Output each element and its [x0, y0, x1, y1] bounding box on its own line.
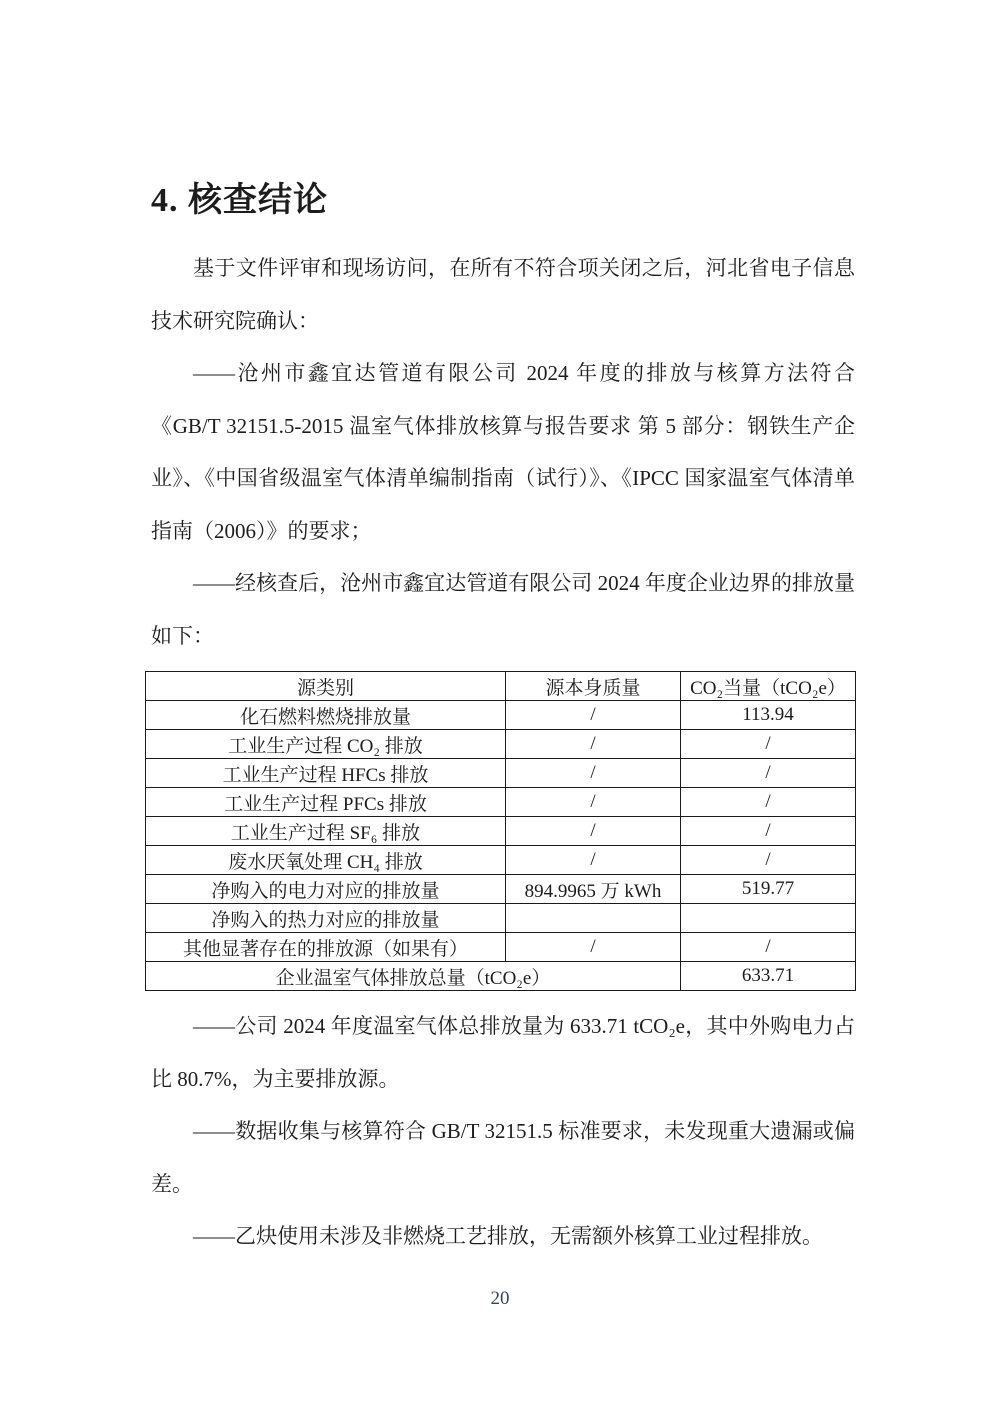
- table-row: [146, 759, 856, 788]
- header-source-mass: 源本身质量: [506, 672, 681, 701]
- table-cell: /: [681, 788, 856, 817]
- emissions-table-header: [146, 672, 856, 701]
- table-cell: 894.9965 万 kWh: [506, 875, 681, 904]
- table-cell: /: [506, 759, 681, 788]
- table-cell: 工业生产过程 CO₂ 排放: [146, 730, 506, 759]
- table-cell: /: [506, 701, 681, 730]
- paragraph-intro: 基于文件评审和现场访问，在所有不符合项关闭之后，河北省电子信息技术研究院确认：: [151, 256, 855, 333]
- table-cell: [506, 904, 681, 933]
- page-footer: [0, 1288, 1000, 1310]
- table-cell: /: [506, 933, 681, 962]
- table-cell: 净购入的热力对应的排放量: [146, 904, 506, 933]
- table-cell: /: [681, 730, 856, 759]
- paragraph-standards: ——沧州市鑫宜达管道有限公司 2024 年度的排放与核算方法符合《GB/T 32151.5-2015 温室气体排放核算与报告要求 第 5 部分：钢铁生产企业》、《中国省级温室气体清单编制指南（试行）》、《IPCC 国家温室气体清单指南（2006）》的要求；: [151, 361, 855, 543]
- section-title: 4. 核查结论: [151, 182, 328, 219]
- paragraph-data-quality: ——数据收集与核算符合 GB/T 32151.5 标准要求，未发现重大遗漏或偏差。: [151, 1119, 855, 1196]
- paragraph-boundary: ——经核查后，沧州市鑫宜达管道有限公司 2024 年度企业边界的排放量如下：: [151, 571, 855, 648]
- emissions-table: [145, 671, 856, 991]
- table-row: [146, 846, 856, 875]
- table-cell: 113.94: [681, 701, 856, 730]
- table-row: [146, 933, 856, 962]
- paragraph-acetylene: ——乙炔使用未涉及非燃烧工艺排放，无需额外核算工业过程排放。: [193, 1224, 823, 1248]
- emissions-table-body: [146, 701, 856, 991]
- table-cell: /: [681, 817, 856, 846]
- table-cell: /: [506, 817, 681, 846]
- table-cell: [681, 904, 856, 933]
- table-cell: /: [506, 730, 681, 759]
- header-co2e: CO₂当量（tCO₂e）: [681, 672, 856, 701]
- table-total-row: [146, 962, 856, 991]
- table-cell: 净购入的电力对应的排放量: [146, 875, 506, 904]
- paragraph-total: ——公司 2024 年度温室气体总排放量为 633.71 tCO₂e，其中外购电力占比 80.7%，为主要排放源。: [151, 1014, 855, 1091]
- table-row: [146, 788, 856, 817]
- table-cell: 废水厌氧处理 CH₄ 排放: [146, 846, 506, 875]
- table-row: [146, 904, 856, 933]
- table-cell: /: [506, 846, 681, 875]
- table-row: [146, 817, 856, 846]
- table-cell: 519.77: [681, 875, 856, 904]
- table-cell: /: [681, 933, 856, 962]
- page-number: 20: [490, 1288, 510, 1309]
- table-cell: 工业生产过程 PFCs 排放: [146, 788, 506, 817]
- document-page: [145, 180, 855, 1263]
- table-header-row: [146, 672, 856, 701]
- table-cell: /: [681, 759, 856, 788]
- table-row: [146, 701, 856, 730]
- header-source-category: 源类别: [146, 672, 506, 701]
- table-row: [146, 730, 856, 759]
- table-total-label: 企业温室气体排放总量（tCO₂e）: [146, 962, 681, 991]
- table-cell: 化石燃料燃烧排放量: [146, 701, 506, 730]
- table-cell: /: [681, 846, 856, 875]
- table-cell: 工业生产过程 HFCs 排放: [146, 759, 506, 788]
- table-cell: 其他显著存在的排放源（如果有）: [146, 933, 506, 962]
- table-cell: 工业生产过程 SF₆ 排放: [146, 817, 506, 846]
- table-cell: /: [506, 788, 681, 817]
- table-total-value: 633.71: [681, 962, 856, 991]
- table-row: [146, 875, 856, 904]
